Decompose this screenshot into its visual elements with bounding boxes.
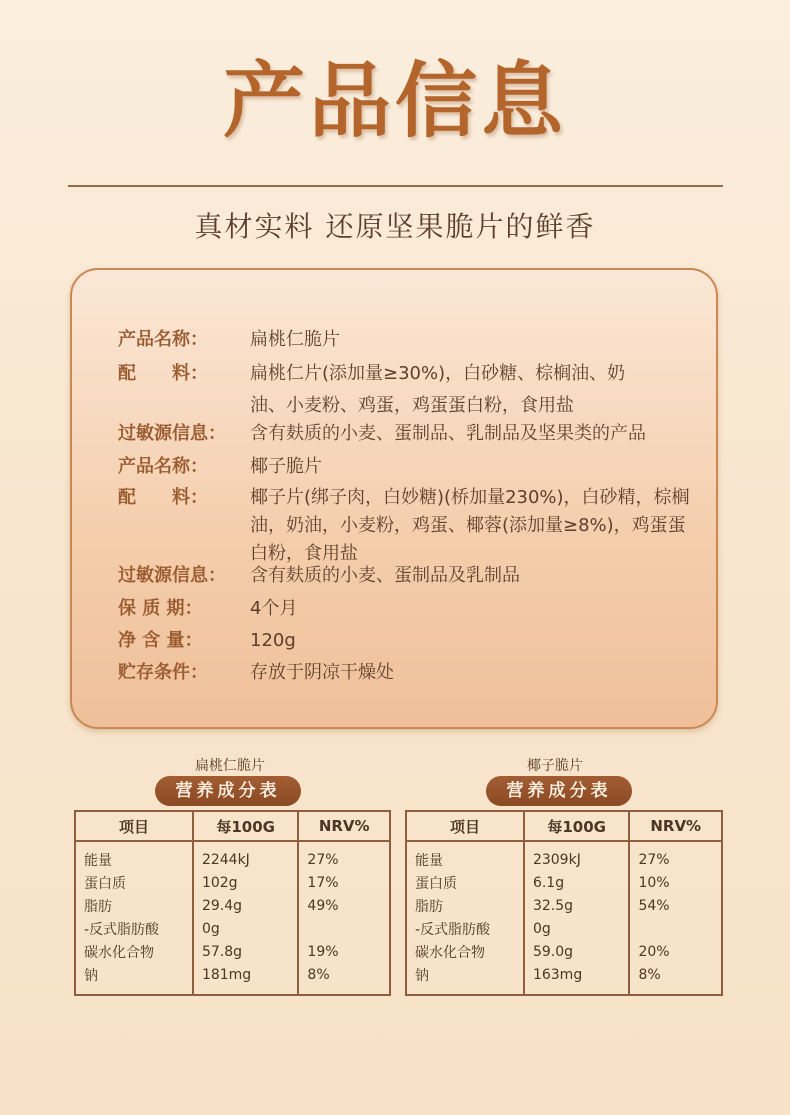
info-label: 过敏源信息： bbox=[118, 565, 226, 586]
table-cell: 32.5g bbox=[524, 894, 629, 917]
table-header-cell: NRV% bbox=[629, 811, 722, 841]
info-value: 椰子片(绑子肉，白妙糖)(桥加量230%)，白砂精，棕榈油，奶油，小麦粉，鸡蛋、椰蓉(添加量≥8%)，鸡蛋蛋白粉，食用盐 bbox=[250, 487, 690, 564]
table-cell: 17% bbox=[298, 871, 390, 894]
table-row bbox=[75, 917, 390, 940]
table-row bbox=[406, 841, 722, 871]
info-value: 4个月 bbox=[250, 598, 298, 619]
table-cell: 20% bbox=[629, 940, 722, 963]
table-row bbox=[75, 963, 390, 995]
table-header-cell: 每100G bbox=[524, 811, 629, 841]
title-divider bbox=[68, 185, 723, 187]
table-cell: 能量 bbox=[75, 841, 193, 871]
table-cell: 0g bbox=[193, 917, 298, 940]
info-row-product-name-1 bbox=[118, 326, 690, 354]
product-info-card bbox=[70, 268, 718, 729]
page-subtitle: 真材实料 还原坚果脆片的鲜香 bbox=[194, 210, 596, 243]
table-cell: 2244kJ bbox=[193, 841, 298, 871]
table-row bbox=[406, 963, 722, 995]
info-label: 过敏源信息： bbox=[118, 423, 226, 444]
table-cell: 163mg bbox=[524, 963, 629, 995]
table-row bbox=[75, 894, 390, 917]
table-header-cell: 每100G bbox=[193, 811, 298, 841]
nutrition-table-caption-almond: 扁桃仁脆片 bbox=[195, 758, 265, 774]
info-row-allergens-1 bbox=[118, 420, 690, 448]
table-cell: 19% bbox=[298, 940, 390, 963]
page-title: 产品信息 bbox=[222, 54, 567, 149]
info-row-allergens-2 bbox=[118, 562, 690, 590]
info-value: 椰子脆片 bbox=[250, 456, 322, 477]
nutrition-table-badge-coconut: 营养成分表 bbox=[486, 776, 632, 806]
table-cell: 57.8g bbox=[193, 940, 298, 963]
info-label: 产品名称： bbox=[118, 329, 208, 350]
info-label: 配 料： bbox=[118, 363, 208, 384]
table-header-row bbox=[406, 811, 722, 841]
table-cell: 27% bbox=[298, 841, 390, 871]
table-header-row bbox=[75, 811, 390, 841]
info-row-ingredients-2 bbox=[118, 484, 690, 568]
info-value: 扁桃仁脆片 bbox=[250, 329, 340, 350]
table-row bbox=[75, 841, 390, 871]
table-cell: 59.0g bbox=[524, 940, 629, 963]
table-cell: 49% bbox=[298, 894, 390, 917]
table-row bbox=[406, 917, 722, 940]
table-cell: 29.4g bbox=[193, 894, 298, 917]
nutrition-table-almond bbox=[74, 810, 391, 996]
table-row bbox=[406, 940, 722, 963]
table-cell: 钠 bbox=[406, 963, 524, 995]
table-cell: 8% bbox=[629, 963, 722, 995]
table-cell: 蛋白质 bbox=[75, 871, 193, 894]
info-label: 贮存条件： bbox=[118, 662, 208, 683]
table-cell: 碳水化合物 bbox=[406, 940, 524, 963]
table-cell: 54% bbox=[629, 894, 722, 917]
nutrition-table-caption-coconut: 椰子脆片 bbox=[527, 758, 583, 774]
nutrition-table-badge-almond: 营养成分表 bbox=[155, 776, 301, 806]
info-value: 120g bbox=[250, 630, 296, 651]
info-row-net-weight bbox=[118, 627, 690, 655]
info-value: 存放于阴凉干燥处 bbox=[250, 662, 394, 683]
table-row bbox=[406, 894, 722, 917]
info-label: 产品名称： bbox=[118, 456, 208, 477]
table-cell: 181mg bbox=[193, 963, 298, 995]
table-cell: 钠 bbox=[75, 963, 193, 995]
table-cell: 脂肪 bbox=[75, 894, 193, 917]
table-cell: -反式脂肪酸 bbox=[406, 917, 524, 940]
nutrition-table-coconut bbox=[405, 810, 723, 996]
table-cell: 2309kJ bbox=[524, 841, 629, 871]
info-row-ingredients-1 bbox=[118, 358, 660, 422]
table-cell: 0g bbox=[524, 917, 629, 940]
info-label: 净 含 量： bbox=[118, 630, 203, 651]
table-cell: 脂肪 bbox=[406, 894, 524, 917]
table-cell: 10% bbox=[629, 871, 722, 894]
info-value: 含有麸质的小麦、蛋制品及乳制品 bbox=[250, 565, 520, 586]
table-row bbox=[75, 940, 390, 963]
info-value: 含有麸质的小麦、蛋制品、乳制品及坚果类的产品 bbox=[250, 423, 646, 444]
info-label: 配 料： bbox=[118, 487, 208, 508]
table-cell: 8% bbox=[298, 963, 390, 995]
info-row-product-name-2 bbox=[118, 453, 690, 481]
info-value: 扁桃仁片(添加量≥30%)，白砂糖、棕榈油、奶油、小麦粉、鸡蛋，鸡蛋蛋白粉，食用盐 bbox=[250, 363, 626, 416]
table-cell: 蛋白质 bbox=[406, 871, 524, 894]
table-cell: 102g bbox=[193, 871, 298, 894]
table-cell: 能量 bbox=[406, 841, 524, 871]
table-row bbox=[75, 871, 390, 894]
info-row-shelf-life bbox=[118, 595, 690, 623]
table-cell: 碳水化合物 bbox=[75, 940, 193, 963]
table-header-cell: 项目 bbox=[406, 811, 524, 841]
table-header-cell: NRV% bbox=[298, 811, 390, 841]
info-row-storage bbox=[118, 659, 690, 687]
table-cell bbox=[629, 917, 722, 940]
table-cell bbox=[298, 917, 390, 940]
table-cell: -反式脂肪酸 bbox=[75, 917, 193, 940]
table-header-cell: 项目 bbox=[75, 811, 193, 841]
table-row bbox=[406, 871, 722, 894]
table-cell: 27% bbox=[629, 841, 722, 871]
info-label: 保 质 期： bbox=[118, 598, 203, 619]
table-cell: 6.1g bbox=[524, 871, 629, 894]
